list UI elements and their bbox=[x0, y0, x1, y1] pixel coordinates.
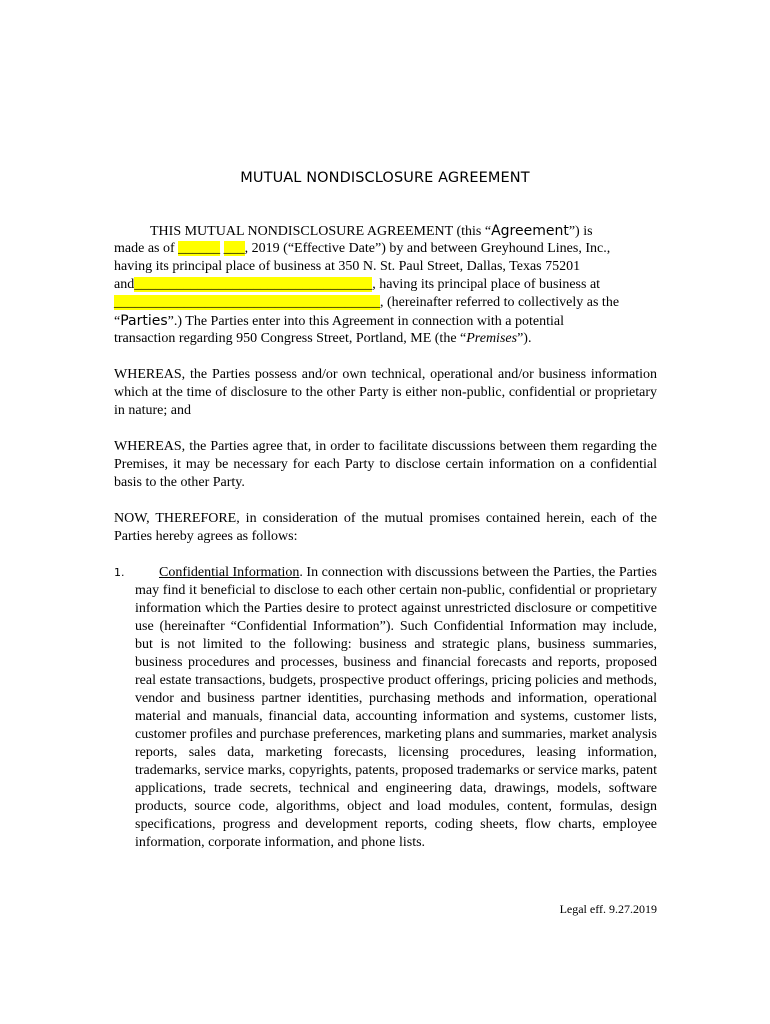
date-blank-month[interactable]: ___ bbox=[223, 241, 245, 256]
section-1-paragraph bbox=[135, 564, 657, 852]
footer-legal-date: Legal eff. 9.27.2019 bbox=[559, 902, 657, 916]
intro-line-3: having its principal place of business at 350 N. St. Paul Street, Dallas, Texas 75201 bbox=[114, 259, 581, 274]
section-heading: Confidential Information bbox=[159, 565, 300, 580]
whereas-paragraph-2: WHEREAS, the Parties agree that, in order to facilitate discussions between them regarding the Premises, it may be necessary for each Party to disclose certain information on a confidential basis to the other Party. bbox=[114, 439, 657, 490]
document-body bbox=[114, 222, 657, 852]
intro-text: transaction regarding 950 Congress Street, Portland, ME (the “ bbox=[114, 331, 467, 346]
intro-line-1 bbox=[114, 222, 657, 240]
intro-line-6 bbox=[114, 312, 657, 330]
intro-text: , (hereinafter referred to collectively as the bbox=[380, 295, 620, 310]
document-title: MUTUAL NONDISCLOSURE AGREEMENT bbox=[240, 170, 530, 186]
intro-text: and bbox=[114, 277, 135, 292]
intro-text: THIS MUTUAL NONDISCLOSURE AGREEMENT (this “ bbox=[150, 224, 492, 239]
intro-line-5 bbox=[114, 294, 657, 312]
now-therefore-paragraph: NOW, THEREFORE, in consideration of the mutual promises contained herein, each of the Parties hereby agrees as follows: bbox=[114, 511, 657, 544]
intro-line-7 bbox=[114, 330, 657, 348]
intro-text: , 2019 (“Effective Date”) by and between Greyhound Lines, Inc., bbox=[244, 241, 611, 256]
intro-text: ”) is bbox=[568, 224, 593, 239]
intro-line-4 bbox=[114, 276, 657, 294]
intro-line-2 bbox=[114, 240, 657, 258]
party-address-blank[interactable]: ______________________________________ bbox=[114, 295, 380, 310]
intro-text: ”). bbox=[517, 331, 532, 346]
party-name-blank[interactable]: __________________________________ bbox=[134, 277, 373, 292]
whereas-paragraph-1: WHEREAS, the Parties possess and/or own technical, operational and/or business information which at the time of disclosure to the other Party is either non-public, confidential or proprietary in nature; and bbox=[114, 367, 657, 418]
date-blank-day[interactable]: ______ bbox=[178, 241, 221, 256]
defined-term-premises: Premises bbox=[466, 331, 518, 346]
intro-text: “ bbox=[114, 314, 121, 329]
section-1 bbox=[114, 564, 657, 852]
intro-text: , having its principal place of business at bbox=[372, 277, 601, 292]
intro-text: made as of bbox=[114, 241, 179, 256]
intro-text: ”.) The Parties enter into this Agreement in connection with a potential bbox=[167, 314, 564, 329]
section-text: . In connection with discussions between the Parties, the Parties may find it beneficial to disclose to each other certain non-public, confidential or proprietary information which the Parties desire to protect against unrestricted disclosure or competitive use (hereinafter “Confidential Information”). Such Confidential Information may include, but is not limited to the following: business and strategic plans, business summaries, business procedures and processes, business and financial forecasts and reports, proposed real estate transactions, budgets, prospective product offerings, pricing policies and methods, vendor and business partner identities, purchasing methods and information, operational material and manuals, financial data, accounting information and systems, customer lists, customer profiles and purchase preferences, marketing plans and summaries, market analysis reports, sales data, marketing forecasts, licensing procedures, leasing information, trademarks, service marks, copyrights, patents, proposed trademarks or service marks, patent applications, trade secrets, technical and engineering data, drawings, models, software products, source code, algorithms, object and load modules, content, formulas, design specifications, progress and development reports, coding sheets, flow charts, employee information, corporate information, and phone lists. bbox=[135, 565, 657, 850]
defined-term-agreement: Agreement bbox=[491, 223, 569, 239]
defined-term-parties: Parties bbox=[120, 313, 168, 329]
section-number: 1. bbox=[114, 566, 125, 579]
